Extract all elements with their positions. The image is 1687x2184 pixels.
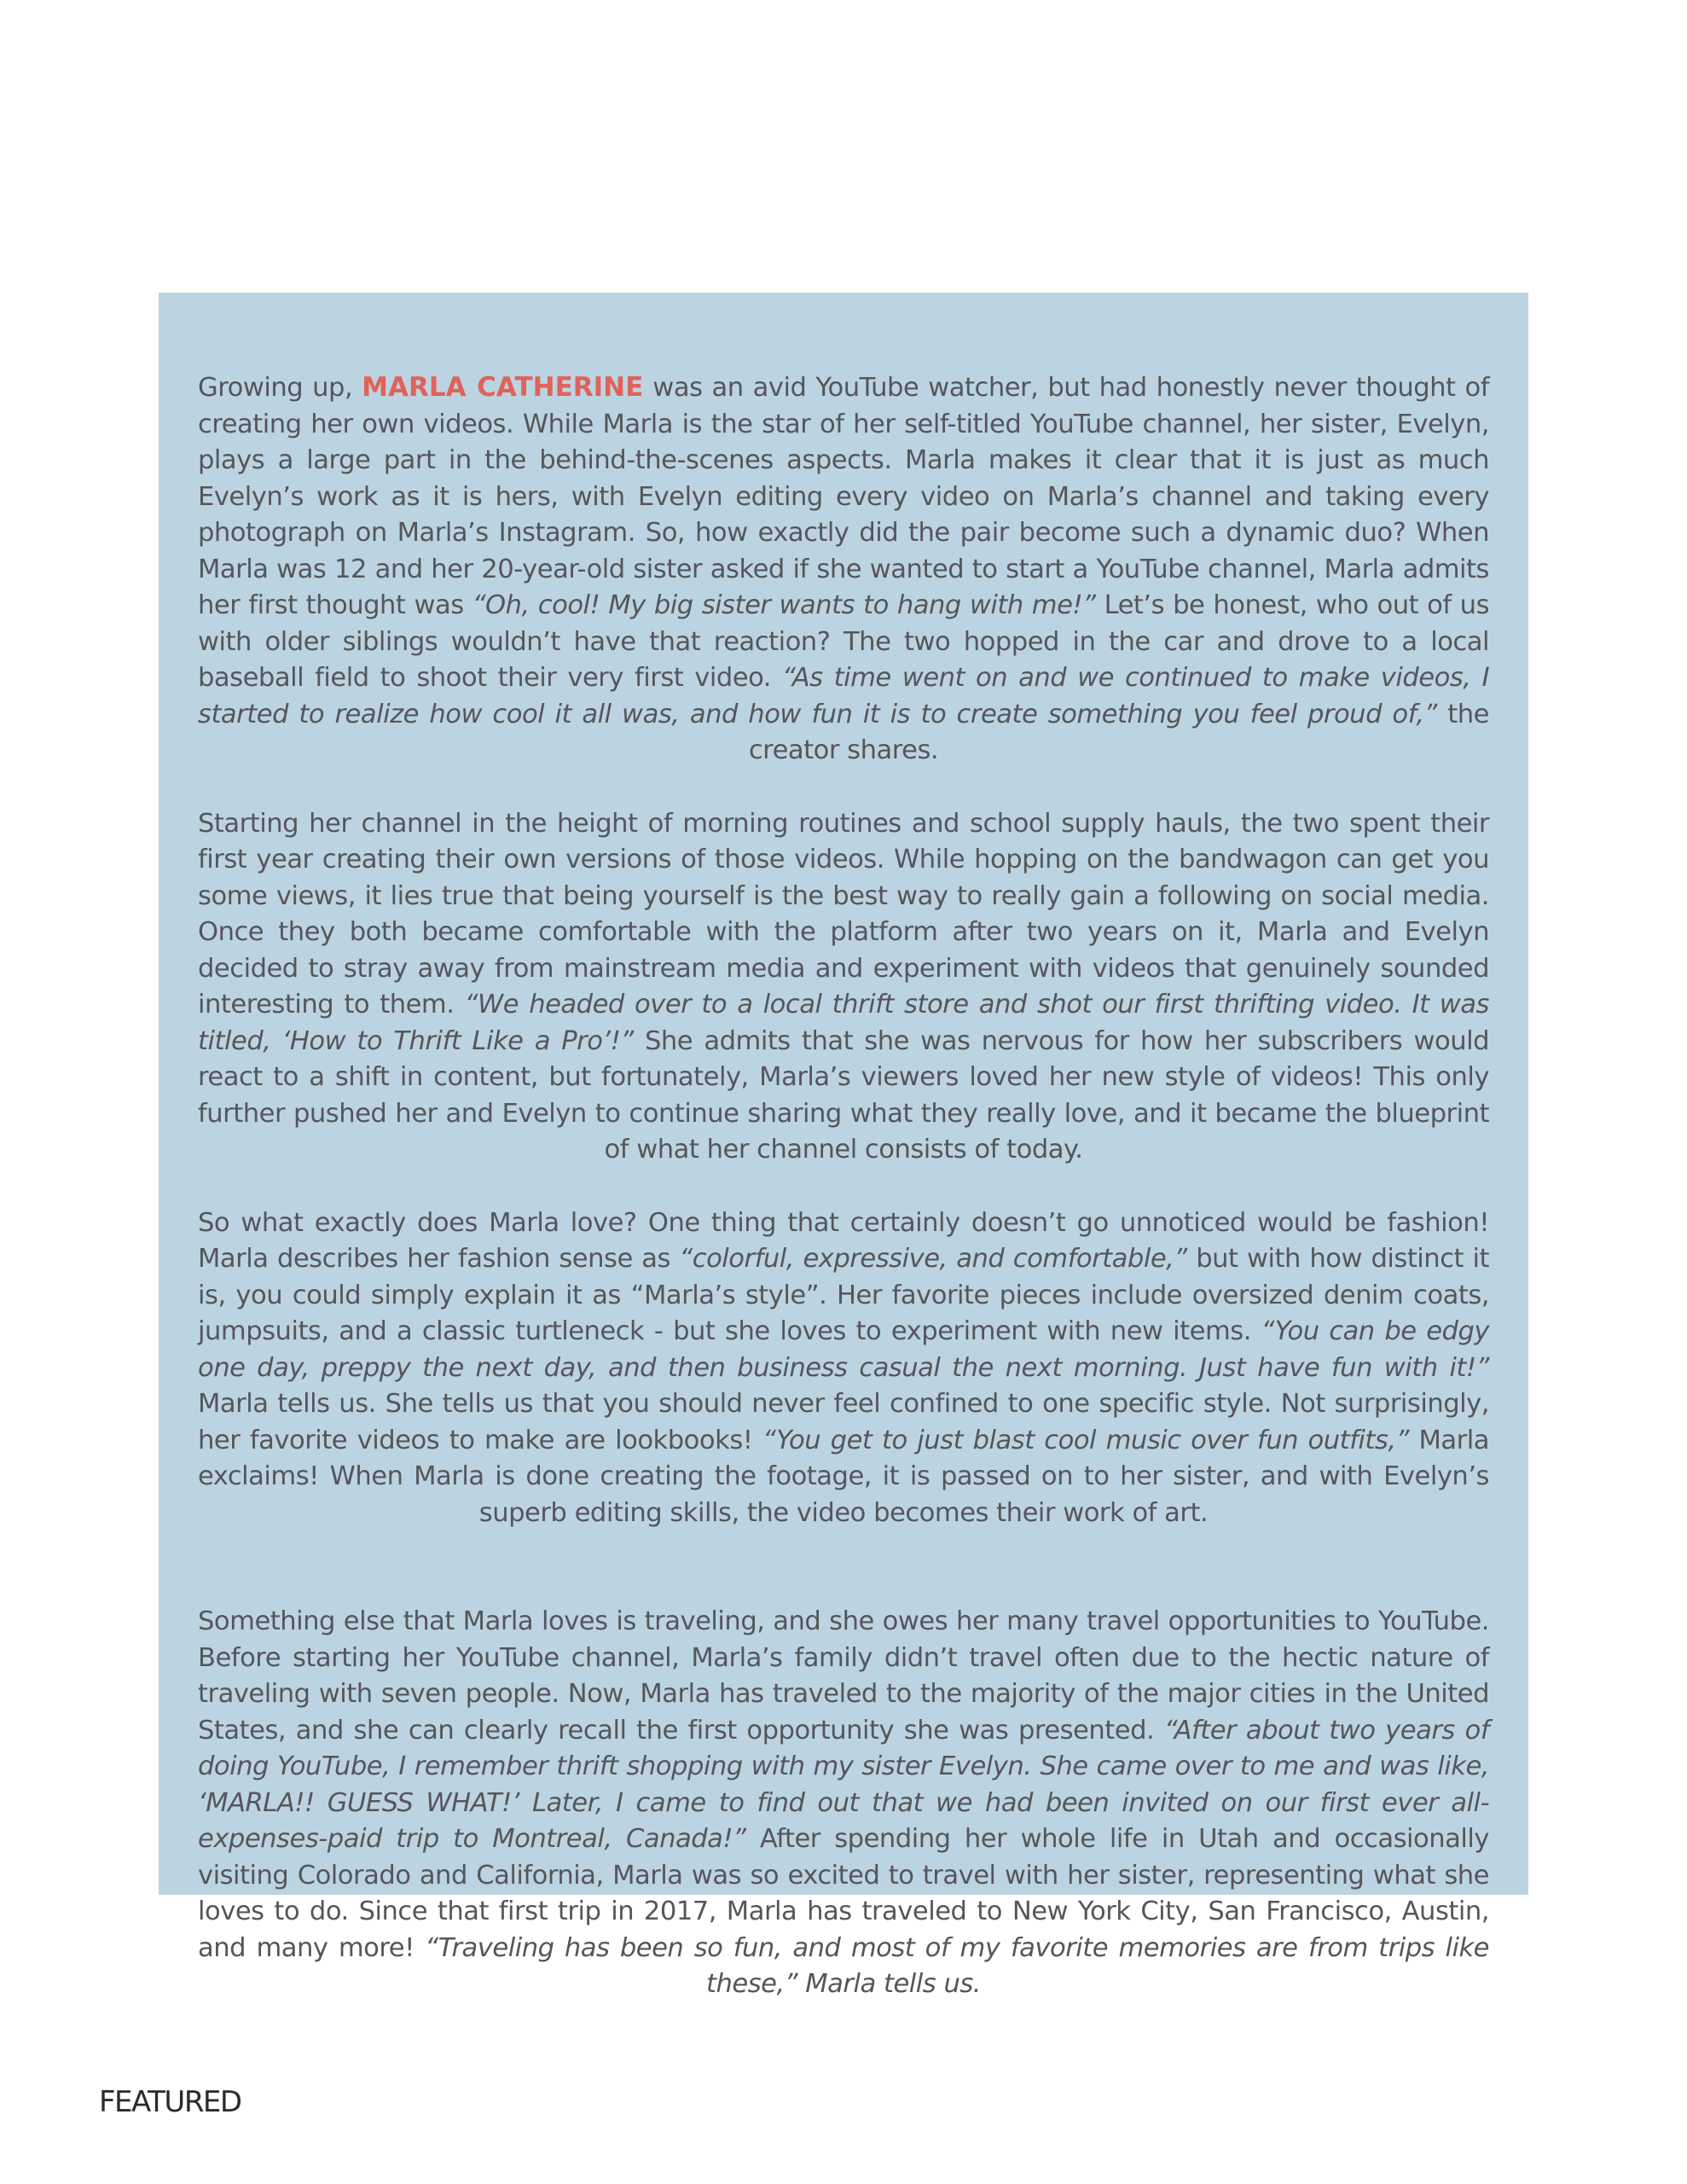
quote-text: “Oh, cool! My big sister wants to hang with me!” <box>472 590 1096 620</box>
paragraph-text: Starting her channel in the height of morning routines and school supply hauls, the two spent their first year creating their own versions of those videos. While hopping on the bandwagon can get you some views, it lies true that being yourself is the best way to really gain a following on social media. Once they both became comfortable with the platform after two years on it, Marla and Evelyn decided to stray away from mainstream media and experiment with videos that genuinely sounded interesting to them. <box>198 808 1489 1019</box>
paragraph-text: She admits that she was nervous for how her subscribers would react to a shift in content, but fortunately, Marla’s viewers loved her new style of videos! This only further pushed her and Evelyn to continue sharing what they really love, and it became the blueprint of what her channel consists of today. <box>198 1025 1490 1165</box>
quote-text: “Traveling has been so fun, and most of my favorite memories are from trips like these,” Marla tells us. <box>425 1932 1489 1999</box>
paragraph-text: After spending her whole life in Utah and occasionally visiting Colorado and California, Marla was so excited to travel with her sister, representing what she loves to do. Since that first trip in 2017, Marla has traveled to New York City, San Francisco, Austin, and many more! <box>198 1824 1489 1963</box>
paragraph-text: Something else that Marla loves is traveling, and she owes her many travel opportunities to YouTube. Before starting her YouTube channel, Marla’s family didn’t travel often due to the hectic nature of traveling with seven people. Now, Marla has traveled to the majority of the major cities in the United States, and she can clearly recall the first opportunity she was presented. <box>198 1606 1489 1745</box>
paragraph-text: Marla exclaims! When Marla is done creating the footage, it is passed on to her sister, and with Evelyn’s superb editing skills, the video becomes their work of art. <box>198 1425 1489 1528</box>
paragraph-text: So what exactly does Marla love? One thing that certainly doesn’t go unnoticed would be fashion! Marla describes her fashion sense as <box>198 1207 1489 1274</box>
subject-name: MARLA CATHERINE <box>362 372 644 403</box>
quote-text: “As time went on and we continued to make videos, I started to realize how cool it all was, and how fun it is to create something you feel proud of,” <box>198 663 1489 729</box>
paragraph-text: Marla tells us. She tells us that you should never feel confined to one specific style. Not surprisingly, her favorite videos to make are lookbooks! <box>198 1389 1489 1455</box>
paragraph-text: Let’s be honest, who out of us with older siblings wouldn’t have that reaction? The two hopped in the car and drove to a local baseball field to shoot their very first video. <box>198 590 1490 693</box>
article-paragraph-4 <box>198 1604 1489 2003</box>
paragraph-text: but with how distinct it is, you could simply explain it as “Marla’s style”. Her favorite pieces include oversized denim coats, jumpsuits, and a classic turtleneck - but she loves to experiment with new items. <box>198 1244 1489 1346</box>
quote-text: “You can be edgy one day, preppy the next day, and then business casual the next morning. Just have fun with it!” <box>198 1316 1489 1383</box>
section-label: FEATURED <box>99 2085 241 2119</box>
paragraph-text: was an avid YouTube watcher, but had honestly never thought of creating her own videos. While Marla is the star of her self-titled YouTube channel, her sister, Evelyn, plays a large part in the behind-the-scenes aspects. Marla makes it clear that it is just as much Evelyn’s work as it is hers, with Evelyn editing every video on Marla’s channel and taking every photograph on Marla’s Instagram. So, how exactly did the pair become such a dynamic duo? When Marla was 12 and her 20-year-old sister asked if she wanted to start a YouTube channel, Marla admits her first thought was <box>198 373 1489 620</box>
article-paragraph-3 <box>198 1205 1489 1532</box>
quote-text: “You get to just blast cool music over fun outfits,” <box>762 1425 1409 1455</box>
quote-text: “We headed over to a local thrift store and shot our first thrifting video. It was titled, ‘How to Thrift Like a Pro’!” <box>198 990 1489 1056</box>
article-paragraph-2 <box>198 806 1489 1169</box>
article-paragraph-1 <box>198 369 1489 770</box>
paragraph-text: Growing up, <box>198 373 362 403</box>
paragraph-text: the creator shares. <box>748 699 1489 765</box>
quote-text: “After about two years of doing YouTube, I remember thrift shopping with my sister Evelyn. She came over to me and was like, ‘MARLA!! GUESS WHAT!’ Later, I came to find out that we had been invited on our first ever all-expenses-paid trip to Montreal, Canada!” <box>198 1715 1489 1854</box>
quote-text: “colorful, expressive, and comfortable,” <box>679 1244 1187 1274</box>
article-panel <box>159 293 1528 1999</box>
